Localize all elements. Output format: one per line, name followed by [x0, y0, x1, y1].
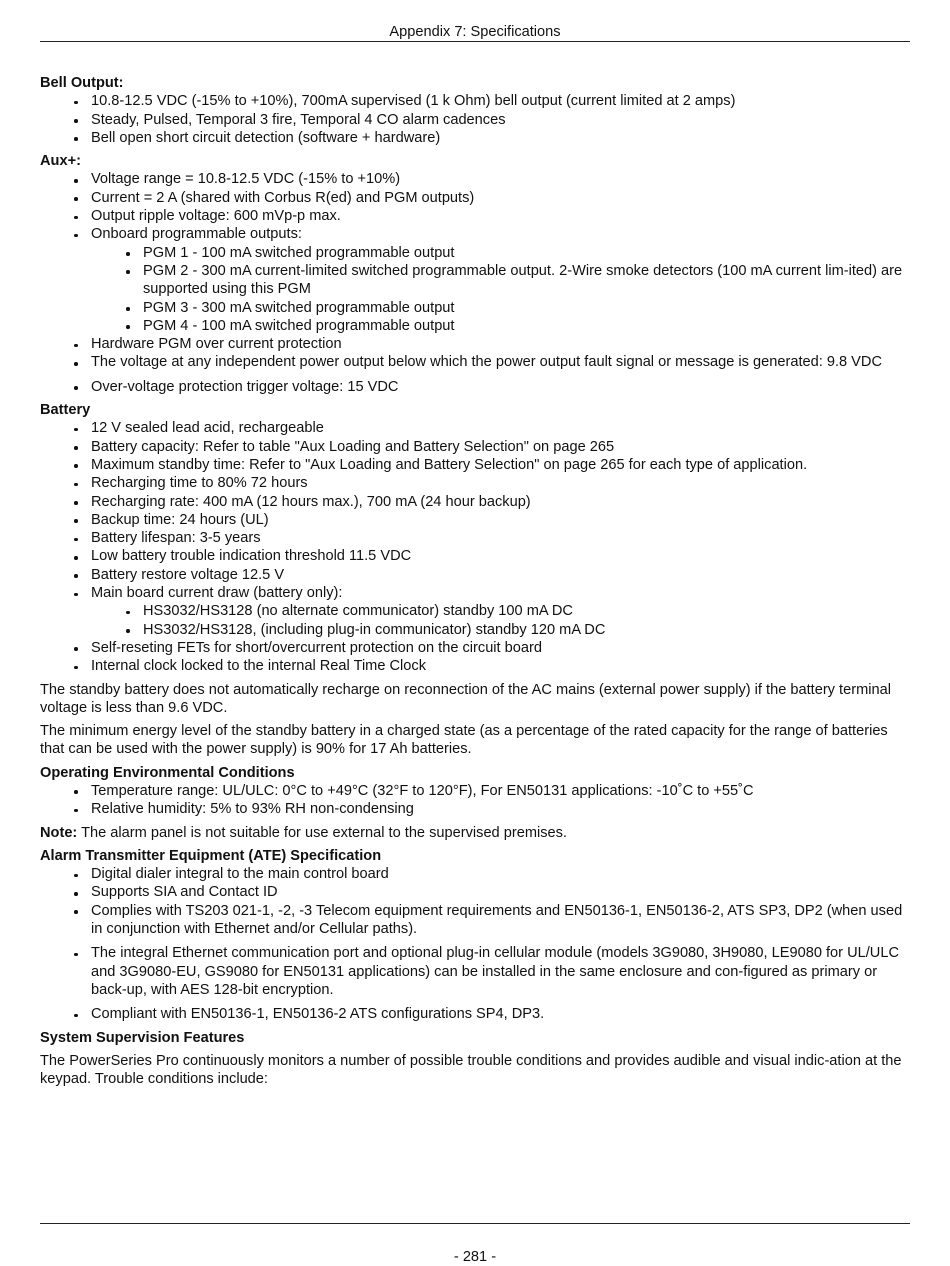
- supervision-paragraph: The PowerSeries Pro continuously monitors a number of possible trouble conditions and provides audible and visual indic-ation at the keypad. Trouble conditions include:: [40, 1052, 902, 1088]
- sub-list-item: HS3032/HS3128 (no alternate communicator) standby 100 mA DC: [143, 602, 910, 620]
- aux-list: [40, 170, 910, 396]
- list-item-label: Onboard programmable outputs:: [91, 226, 302, 243]
- environment-list: [40, 782, 910, 819]
- current-draw-list: [91, 602, 910, 639]
- battery-paragraph-recharge: The standby battery does not automatically recharge on reconnection of the AC mains (external power supply) if the battery terminal voltage is less than 9.6 VDC.: [40, 681, 891, 716]
- list-item: Battery capacity: Refer to table "Aux Loading and Battery Selection" on page 265: [91, 438, 910, 456]
- list-item: Recharging time to 80% 72 hours: [91, 474, 910, 492]
- list-item: Bell open short circuit detection (software + hardware): [91, 129, 910, 147]
- list-item-programmable-outputs: [91, 225, 910, 335]
- section-heading-aux: Aux+:: [40, 153, 81, 170]
- list-item: Low battery trouble indication threshold 11.5 VDC: [91, 547, 910, 565]
- section-heading-ate: Alarm Transmitter Equipment (ATE) Specification: [40, 847, 382, 864]
- list-item: Hardware PGM over current protection: [91, 335, 910, 353]
- section-heading-environment: Operating Environmental Conditions: [40, 764, 295, 781]
- footer-rule: [40, 1223, 910, 1224]
- list-item: Digital dialer integral to the main control board: [91, 865, 910, 883]
- list-item: Complies with TS203 021-1, -2, -3 Telecom equipment requirements and EN50136-1, EN50136-2, ATS SP3, DP2 (when used in conjunction with Ethernet and/or Cellular paths).: [91, 902, 910, 939]
- pgm-list-item: PGM 2 - 300 mA current-limited switched programmable output. 2-Wire smoke detectors (100 mA current lim-ited) are supported using this PGM: [143, 262, 910, 299]
- section-heading-battery: Battery: [40, 402, 91, 419]
- section-heading-supervision: System Supervision Features: [40, 1029, 245, 1046]
- list-item: The integral Ethernet communication port and optional plug-in cellular module (models 3G9080, 3H9080, LE9080 for UL/ULC and 3G9080-EU, GS9080 for EN50131 applications) can be installed in the same enclosure and con-figured as primary or back-up, with AES 128-bit encryption.: [91, 944, 910, 999]
- list-item: Voltage range = 10.8-12.5 VDC (-15% to +10%): [91, 170, 910, 188]
- list-item: Self-reseting FETs for short/overcurrent protection on the circuit board: [91, 639, 910, 657]
- note-text: The alarm panel is not suitable for use external to the supervised premises.: [77, 824, 567, 841]
- pgm-list-item: PGM 1 - 100 mA switched programmable output: [143, 244, 910, 262]
- list-item: Maximum standby time: Refer to "Aux Loading and Battery Selection" on page 265 for each type of application.: [91, 456, 910, 474]
- list-item: Output ripple voltage: 600 mVp-p max.: [91, 207, 910, 225]
- list-item: Battery lifespan: 3-5 years: [91, 529, 910, 547]
- header-rule: [40, 41, 910, 42]
- list-item: The voltage at any independent power output below which the power output fault signal or message is generated: 9.8 VDC: [91, 353, 910, 371]
- battery-paragraph-energy: The minimum energy level of the standby battery in a charged state (as a percentage of the rated capacity for the range of batteries that can be used with the power supply) is 90% for 17 Ah batteries.: [40, 723, 888, 758]
- list-item: Compliant with EN50136-1, EN50136-2 ATS configurations SP4, DP3.: [91, 1005, 910, 1023]
- list-item: Battery restore voltage 12.5 V: [91, 566, 910, 584]
- note-label: Note:: [40, 824, 78, 841]
- list-item: Temperature range: UL/ULC: 0°C to +49°C (32°F to 120°F), For EN50131 applications: -10˚C to +55˚C: [91, 782, 910, 800]
- battery-list: [40, 419, 910, 675]
- list-item: Backup time: 24 hours (UL): [91, 511, 910, 529]
- page-content: [40, 74, 910, 1088]
- sub-list-item: HS3032/HS3128, (including plug-in communicator) standby 120 mA DC: [143, 621, 910, 639]
- list-item-current-draw: [91, 584, 910, 639]
- list-item: Internal clock locked to the internal Real Time Clock: [91, 657, 910, 675]
- list-item: Recharging rate: 400 mA (12 hours max.), 700 mA (24 hour backup): [91, 493, 910, 511]
- list-item: Steady, Pulsed, Temporal 3 fire, Temporal 4 CO alarm cadences: [91, 111, 910, 129]
- list-item: 10.8-12.5 VDC (-15% to +10%), 700mA supervised (1 k Ohm) bell output (current limited at 2 amps): [91, 92, 910, 110]
- bell-output-list: [40, 92, 910, 147]
- section-heading-bell-output: Bell Output:: [40, 75, 124, 91]
- pgm-list: [91, 244, 910, 335]
- pgm-list-item: PGM 3 - 300 mA switched programmable output: [143, 299, 910, 317]
- list-item-label: Main board current draw (battery only):: [91, 585, 343, 602]
- page-number: - 281 -: [453, 1249, 497, 1265]
- list-item: 12 V sealed lead acid, rechargeable: [91, 419, 910, 437]
- list-item: Over-voltage protection trigger voltage: 15 VDC: [91, 378, 910, 396]
- page-header-title: Appendix 7: Specifications: [389, 24, 561, 40]
- pgm-list-item: PGM 4 - 100 mA switched programmable output: [143, 317, 910, 335]
- list-item: Supports SIA and Contact ID: [91, 883, 910, 901]
- list-item: Relative humidity: 5% to 93% RH non-condensing: [91, 800, 910, 818]
- list-item: Current = 2 A (shared with Corbus R(ed) and PGM outputs): [91, 189, 910, 207]
- ate-list: [40, 865, 910, 1023]
- environment-note: [40, 824, 910, 842]
